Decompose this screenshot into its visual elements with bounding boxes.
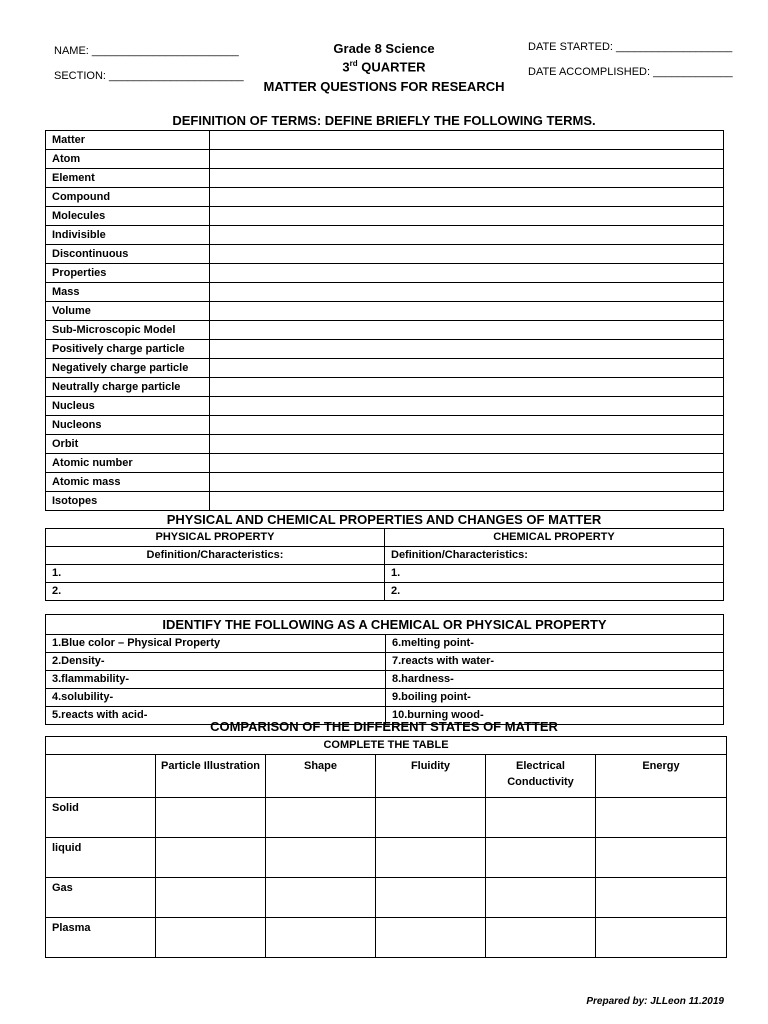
state-answer-cell[interactable] bbox=[266, 838, 376, 878]
identify-table bbox=[45, 614, 724, 725]
term-label: Indivisible bbox=[46, 226, 210, 245]
states-column-header: Particle Illustration bbox=[156, 755, 266, 798]
state-answer-cell[interactable] bbox=[486, 838, 596, 878]
definition-answer-cell[interactable] bbox=[210, 226, 724, 245]
identify-row bbox=[46, 635, 724, 653]
definition-answer-cell[interactable] bbox=[210, 454, 724, 473]
definitions-table bbox=[45, 130, 724, 511]
term-label: Nucleons bbox=[46, 416, 210, 435]
state-label: Solid bbox=[46, 798, 156, 838]
state-answer-cell[interactable] bbox=[156, 878, 266, 918]
definition-answer-cell[interactable] bbox=[210, 473, 724, 492]
definitions-title: DEFINITION OF TERMS: DEFINE BRIEFLY THE FOLLOWING TERMS. bbox=[172, 113, 596, 128]
states-column-header: Electrical Conductivity bbox=[486, 755, 596, 798]
identify-item[interactable]: 3.flammability- bbox=[46, 671, 386, 689]
state-answer-cell[interactable] bbox=[376, 878, 486, 918]
footer-credit: Prepared by: JLLeon 11.2019 bbox=[586, 996, 724, 1007]
definition-row bbox=[46, 150, 724, 169]
definition-row bbox=[46, 226, 724, 245]
definition-row bbox=[46, 473, 724, 492]
definition-answer-cell[interactable] bbox=[210, 397, 724, 416]
states-column-header bbox=[46, 755, 156, 798]
physical-item[interactable]: 2. bbox=[46, 583, 385, 601]
definition-answer-cell[interactable] bbox=[210, 340, 724, 359]
term-label: Atom bbox=[46, 150, 210, 169]
physical-definition-label: Definition/Characteristics: bbox=[46, 547, 385, 565]
definition-row bbox=[46, 169, 724, 188]
definition-row bbox=[46, 131, 724, 150]
state-answer-cell[interactable] bbox=[376, 918, 486, 958]
identify-item[interactable]: 4.solubility- bbox=[46, 689, 386, 707]
state-answer-cell[interactable] bbox=[376, 798, 486, 838]
definition-answer-cell[interactable] bbox=[210, 359, 724, 378]
identify-item[interactable]: 7.reacts with water- bbox=[386, 653, 724, 671]
chemical-item[interactable]: 2. bbox=[385, 583, 724, 601]
definition-row bbox=[46, 188, 724, 207]
states-column-header: Energy bbox=[596, 755, 727, 798]
identify-row bbox=[46, 653, 724, 671]
identify-item[interactable]: 9.boiling point- bbox=[386, 689, 724, 707]
physical-item[interactable]: 1. bbox=[46, 565, 385, 583]
definition-row bbox=[46, 397, 724, 416]
state-answer-cell[interactable] bbox=[486, 798, 596, 838]
identify-item[interactable]: 10.burning wood- bbox=[386, 707, 724, 725]
term-label: Atomic mass bbox=[46, 473, 210, 492]
definition-row bbox=[46, 340, 724, 359]
state-answer-cell[interactable] bbox=[156, 918, 266, 958]
definition-answer-cell[interactable] bbox=[210, 492, 724, 511]
definition-row bbox=[46, 359, 724, 378]
states-table bbox=[45, 736, 727, 958]
state-answer-cell[interactable] bbox=[376, 838, 486, 878]
definition-answer-cell[interactable] bbox=[210, 283, 724, 302]
state-answer-cell[interactable] bbox=[596, 878, 727, 918]
state-answer-cell[interactable] bbox=[156, 838, 266, 878]
state-row bbox=[46, 878, 727, 918]
identify-item[interactable]: 1.Blue color – Physical Property bbox=[46, 635, 386, 653]
quarter-number: 3 bbox=[342, 59, 350, 75]
definition-answer-cell[interactable] bbox=[210, 264, 724, 283]
definition-row bbox=[46, 378, 724, 397]
physical-header: PHYSICAL PROPERTY bbox=[46, 529, 385, 547]
states-title: COMPARISON OF THE DIFFERENT STATES OF MATTER bbox=[210, 719, 558, 734]
definition-row bbox=[46, 302, 724, 321]
definition-answer-cell[interactable] bbox=[210, 245, 724, 264]
term-label: Isotopes bbox=[46, 492, 210, 511]
definition-answer-cell[interactable] bbox=[210, 131, 724, 150]
term-label: Element bbox=[46, 169, 210, 188]
chemical-definition-label: Definition/Characteristics: bbox=[385, 547, 724, 565]
identify-title: IDENTIFY THE FOLLOWING AS A CHEMICAL OR PHYSICAL PROPERTY bbox=[46, 615, 724, 635]
definition-row bbox=[46, 416, 724, 435]
date-started-field[interactable]: DATE STARTED: ___________________ bbox=[528, 41, 733, 53]
state-answer-cell[interactable] bbox=[596, 798, 727, 838]
definition-row bbox=[46, 454, 724, 473]
quarter-word: QUARTER bbox=[361, 59, 426, 75]
state-row bbox=[46, 798, 727, 838]
definition-answer-cell[interactable] bbox=[210, 207, 724, 226]
state-row bbox=[46, 838, 727, 878]
term-label: Sub-Microscopic Model bbox=[46, 321, 210, 340]
term-label: Orbit bbox=[46, 435, 210, 454]
state-label: Gas bbox=[46, 878, 156, 918]
definition-answer-cell[interactable] bbox=[210, 150, 724, 169]
definition-answer-cell[interactable] bbox=[210, 321, 724, 340]
section-field[interactable]: SECTION: ______________________ bbox=[54, 70, 244, 82]
definition-answer-cell[interactable] bbox=[210, 188, 724, 207]
term-label: Negatively charge particle bbox=[46, 359, 210, 378]
state-answer-cell[interactable] bbox=[596, 918, 727, 958]
definition-answer-cell[interactable] bbox=[210, 435, 724, 454]
states-column-header: Shape bbox=[266, 755, 376, 798]
term-label: Discontinuous bbox=[46, 245, 210, 264]
chemical-header: CHEMICAL PROPERTY bbox=[385, 529, 724, 547]
name-field[interactable]: NAME: ________________________ bbox=[54, 45, 239, 57]
identify-item[interactable]: 8.hardness- bbox=[386, 671, 724, 689]
term-label: Atomic number bbox=[46, 454, 210, 473]
definition-row bbox=[46, 283, 724, 302]
worksheet-title: MATTER QUESTIONS FOR RESEARCH bbox=[263, 79, 505, 94]
definition-answer-cell[interactable] bbox=[210, 378, 724, 397]
identify-item[interactable]: 2.Density- bbox=[46, 653, 386, 671]
state-answer-cell[interactable] bbox=[596, 838, 727, 878]
term-label: Positively charge particle bbox=[46, 340, 210, 359]
properties-table bbox=[45, 528, 724, 601]
term-label: Volume bbox=[46, 302, 210, 321]
state-answer-cell[interactable] bbox=[486, 918, 596, 958]
term-label: Mass bbox=[46, 283, 210, 302]
state-label: Plasma bbox=[46, 918, 156, 958]
state-label: liquid bbox=[46, 838, 156, 878]
date-accomplished-field[interactable]: DATE ACCOMPLISHED: _____________ bbox=[528, 66, 733, 78]
states-subtitle: COMPLETE THE TABLE bbox=[46, 737, 727, 755]
identify-item[interactable]: 5.reacts with acid- bbox=[46, 707, 386, 725]
definition-row bbox=[46, 245, 724, 264]
definition-row bbox=[46, 435, 724, 454]
identify-row bbox=[46, 689, 724, 707]
term-label: Compound bbox=[46, 188, 210, 207]
definition-row bbox=[46, 207, 724, 226]
state-answer-cell[interactable] bbox=[156, 798, 266, 838]
definition-row bbox=[46, 492, 724, 511]
page-title: Grade 8 Science bbox=[333, 41, 435, 56]
definition-row bbox=[46, 264, 724, 283]
properties-title: PHYSICAL AND CHEMICAL PROPERTIES AND CHANGES OF MATTER bbox=[166, 512, 602, 527]
state-answer-cell[interactable] bbox=[486, 878, 596, 918]
term-label: Matter bbox=[46, 131, 210, 150]
definition-answer-cell[interactable] bbox=[210, 416, 724, 435]
states-column-header: Fluidity bbox=[376, 755, 486, 798]
state-answer-cell[interactable] bbox=[266, 798, 376, 838]
identify-row bbox=[46, 671, 724, 689]
chemical-item[interactable]: 1. bbox=[385, 565, 724, 583]
term-label: Neutrally charge particle bbox=[46, 378, 210, 397]
identify-item[interactable]: 6.melting point- bbox=[386, 635, 724, 653]
state-answer-cell[interactable] bbox=[266, 918, 376, 958]
term-label: Molecules bbox=[46, 207, 210, 226]
state-row bbox=[46, 918, 727, 958]
state-answer-cell[interactable] bbox=[266, 878, 376, 918]
definition-row bbox=[46, 321, 724, 340]
definition-answer-cell[interactable] bbox=[210, 169, 724, 188]
term-label: Properties bbox=[46, 264, 210, 283]
definition-answer-cell[interactable] bbox=[210, 302, 724, 321]
term-label: Nucleus bbox=[46, 397, 210, 416]
quarter-suffix: rd bbox=[349, 59, 358, 68]
